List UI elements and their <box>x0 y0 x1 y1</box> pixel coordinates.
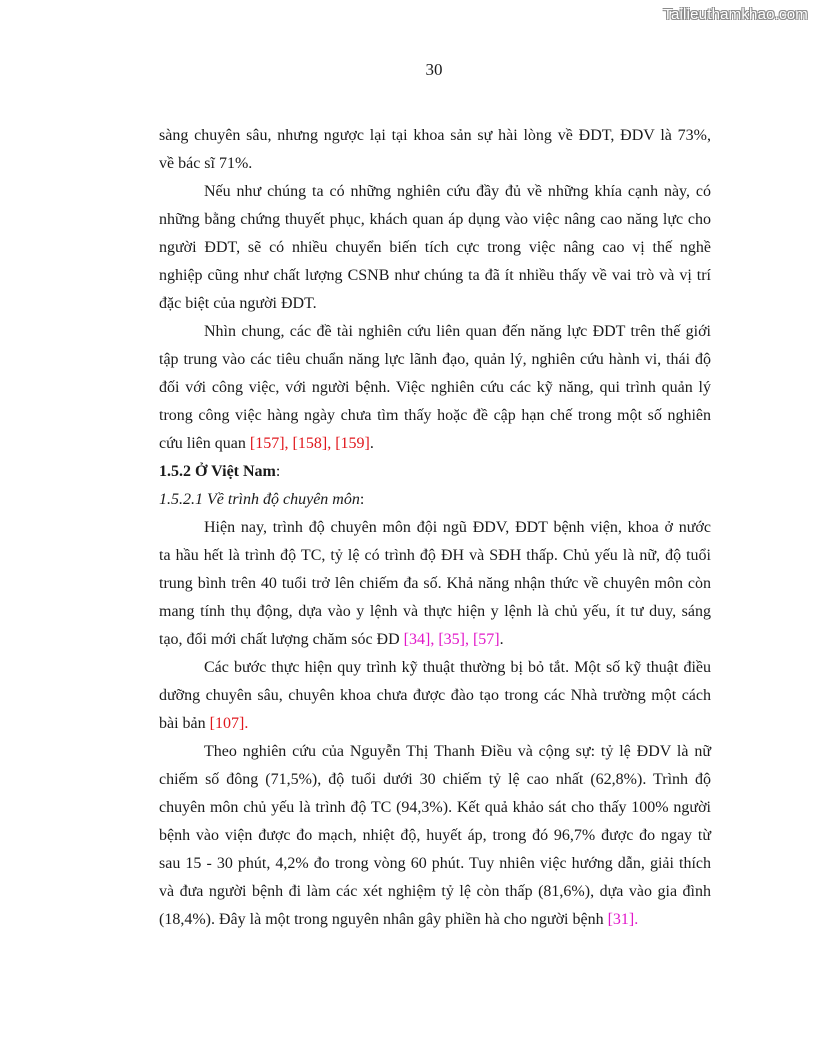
text-segment: người ĐDT, sẽ có nhiều chuyển biến tích cực trong việc nâng cao vị thế nghề <box>159 239 711 256</box>
text-segment: chiếm số đông (71,5%), độ tuổi dưới 30 chiếm tỷ lệ cao nhất (62,8%). Trình độ <box>159 771 711 788</box>
text-segment: Hiện nay, trình độ chuyên môn đội ngũ ĐDV, ĐDT bệnh viện, khoa ở nước <box>204 519 711 536</box>
text-segment: dưỡng chuyên sâu, chuyên khoa chưa được đào tạo trong các Nhà trường một cách <box>159 687 711 704</box>
text-line <box>159 266 711 286</box>
text-segment: sàng chuyên sâu, nhưng ngược lại tại khoa sản sự hài lòng về ĐDT, ĐDV là 73%, <box>159 127 711 144</box>
text-segment: Theo nghiên cứu của Nguyễn Thị Thanh Điều và cộng sự: tỷ lệ ĐDV là nữ <box>204 743 711 760</box>
text-line <box>159 406 711 426</box>
text-line <box>204 322 711 342</box>
text-line <box>159 546 711 566</box>
text-segment: . <box>499 631 504 648</box>
text-line <box>159 714 711 734</box>
text-line <box>204 742 711 762</box>
text-line <box>159 462 711 482</box>
watermark: Tailieuthamkhao.com <box>663 6 808 23</box>
citation: [157], [158], [159] <box>249 435 370 452</box>
text-line <box>159 490 711 510</box>
text-segment: . <box>369 435 374 452</box>
text-segment: chuyên môn chủ yếu là trình độ TC (94,3%). Kết quả khảo sát cho thấy 100% người <box>159 799 711 816</box>
text-segment: ta hầu hết là trình độ TC, tỷ lệ có trình độ ĐH và SĐH thấp. Chủ yếu là nữ, độ tuổi <box>159 547 711 564</box>
text-segment: và đưa người bệnh đi làm các xét nghiệm tỷ lệ còn thấp (81,6%), dựa vào gia đình <box>159 883 711 900</box>
text-segment: tạo, đổi mới chất lượng chăm sóc ĐD <box>159 631 404 648</box>
text-line <box>204 518 711 538</box>
text-line <box>204 658 711 678</box>
text-segment: mang tính thụ động, dựa vào y lệnh và thực hiện y lệnh là chủ yếu, ít tư duy, sáng <box>159 603 711 620</box>
text-line <box>159 154 711 174</box>
text-segment: sau 15 - 30 phút, 4,2% đo trong vòng 60 phút. Tuy nhiên việc hướng dẫn, giải thích <box>159 855 711 872</box>
text-line <box>159 630 711 650</box>
text-segment: (18,4%). Đây là một trong nguyên nhân gây phiền hà cho người bệnh <box>159 911 608 928</box>
section-heading: 1.5.2 Ở Việt Nam <box>159 463 276 480</box>
text-segment: đặc biệt của người ĐDT. <box>159 295 317 312</box>
text-segment: đối với công việc, với người bệnh. Việc nghiên cứu các kỹ năng, qui trình quản lý <box>159 379 711 396</box>
citation: [107]. <box>209 715 249 732</box>
text-line <box>159 238 711 258</box>
text-line <box>159 294 711 314</box>
text-line <box>159 602 711 622</box>
citation: [34], [35], [57] <box>403 631 500 648</box>
text-segment: Các bước thực hiện quy trình kỹ thuật thường bị bỏ tắt. Một số kỹ thuật điều <box>204 659 711 676</box>
text-line <box>159 574 711 594</box>
text-segment: trung bình trên 40 tuổi trở lên chiếm đa số. Khả năng nhận thức về chuyên môn còn <box>159 575 711 592</box>
page-number: 30 <box>425 60 443 79</box>
text-segment: về bác sĩ 71%. <box>159 155 253 172</box>
text-segment: bệnh vào viện được đo mạch, nhiệt độ, huyết áp, trong đó 96,7% được đo ngay từ <box>159 827 711 844</box>
text-line <box>204 182 711 202</box>
text-segment: tập trung vào các tiêu chuẩn năng lực lãnh đạo, quản lý, nghiên cứu hành vi, thái độ <box>159 351 711 368</box>
text-segment: : <box>275 463 281 480</box>
text-line <box>159 126 711 146</box>
text-line <box>159 770 711 790</box>
text-segment: trong công việc hàng ngày chưa tìm thấy hoặc đề cập hạn chế trong một số nghiên <box>159 407 711 424</box>
text-segment: cứu liên quan <box>159 435 250 452</box>
text-line <box>159 350 711 370</box>
citation: [31]. <box>607 911 639 928</box>
text-line <box>159 826 711 846</box>
text-line <box>159 798 711 818</box>
text-segment: : <box>359 491 365 508</box>
text-segment: Nhìn chung, các đề tài nghiên cứu liên quan đến năng lực ĐDT trên thế giới <box>204 323 711 340</box>
text-line <box>159 210 711 230</box>
text-line <box>159 434 711 454</box>
text-line <box>159 854 711 874</box>
text-line <box>159 378 711 398</box>
text-line <box>159 910 711 930</box>
text-line <box>159 882 711 902</box>
text-line <box>159 686 711 706</box>
subsection-heading: 1.5.2.1 Về trình độ chuyên môn <box>159 491 360 508</box>
text-segment: bài bản <box>159 715 210 732</box>
text-segment: Nếu như chúng ta có những nghiên cứu đầy đủ về những khía cạnh này, có <box>204 183 711 200</box>
text-segment: nghiệp cũng như chất lượng CSNB như chúng ta đã ít nhiều thấy về vai trò và vị trí <box>159 267 711 284</box>
text-segment: những bằng chứng thuyết phục, khách quan áp dụng vào việc nâng cao năng lực cho <box>159 211 711 228</box>
